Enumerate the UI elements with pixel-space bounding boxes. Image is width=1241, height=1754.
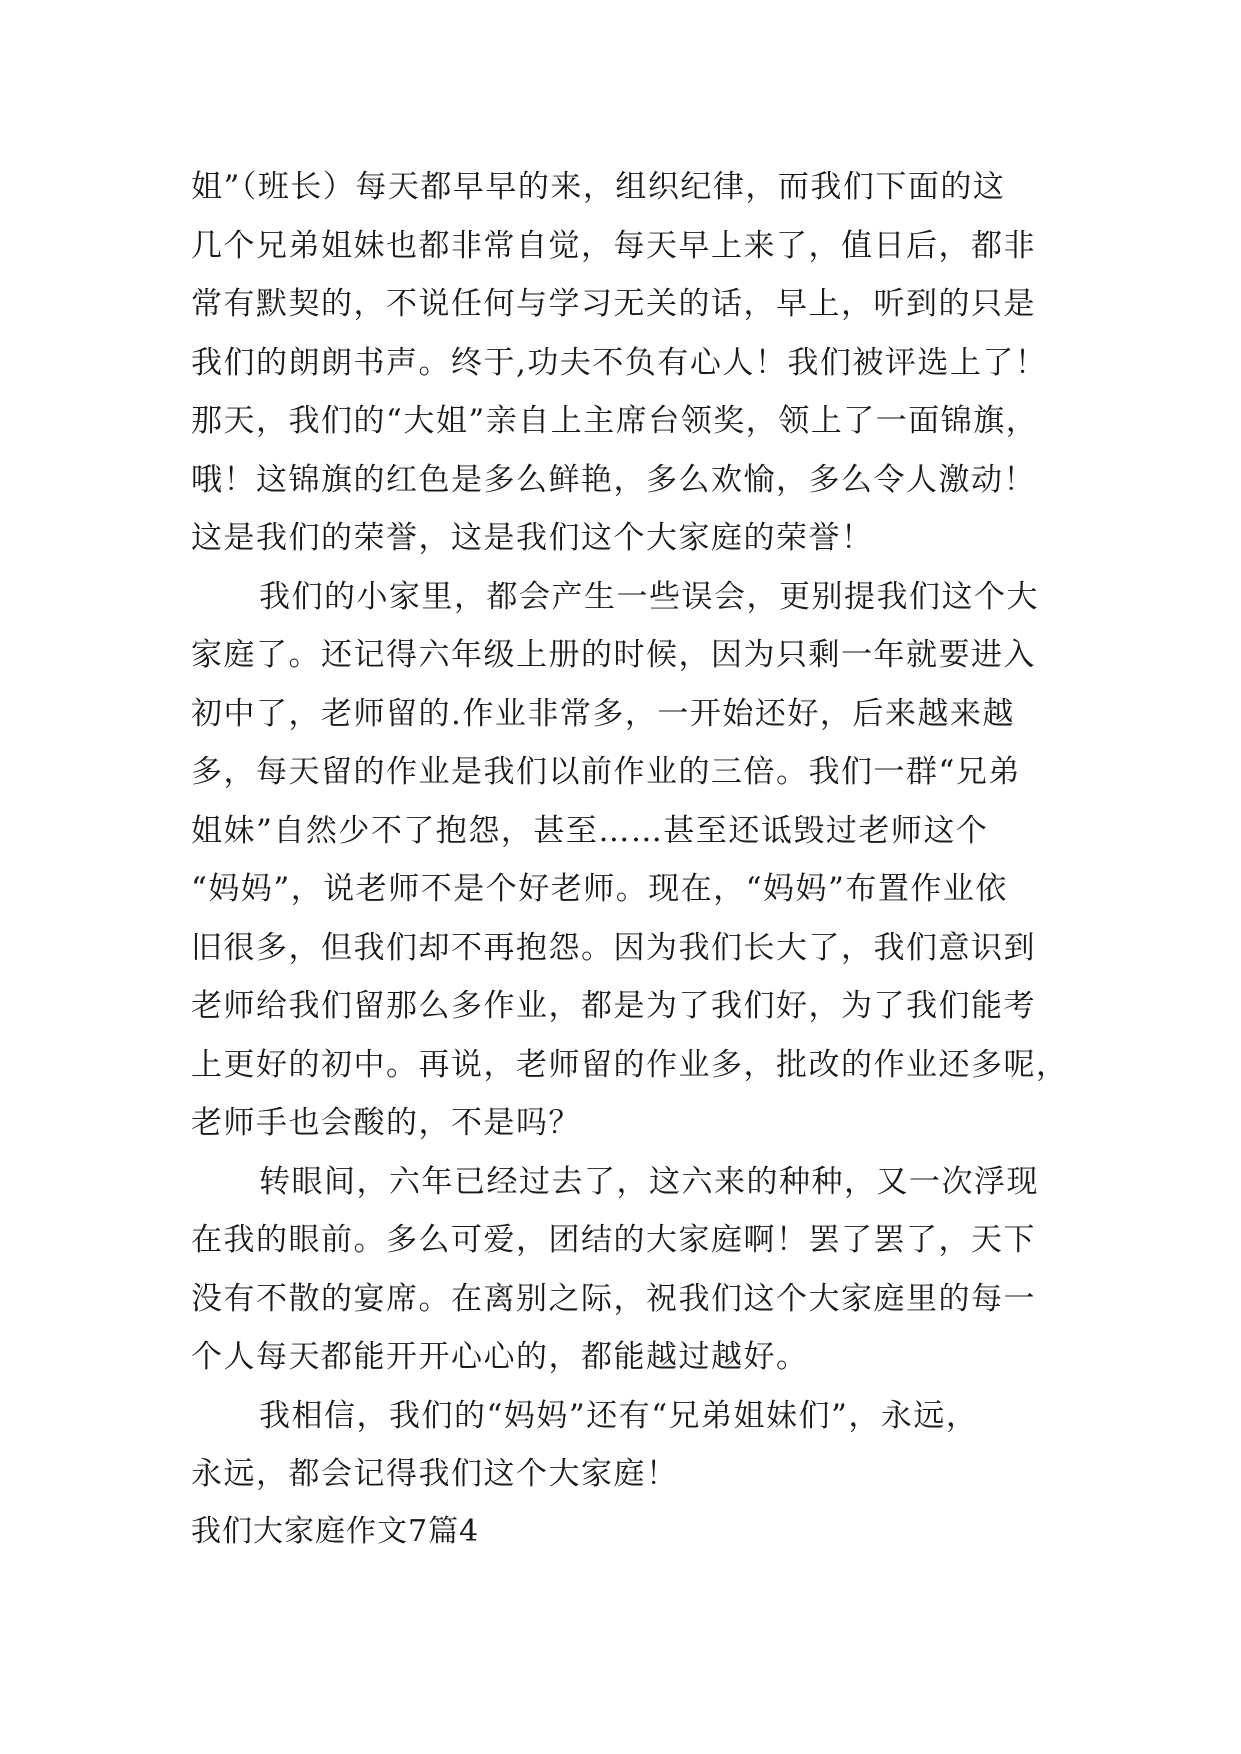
paragraph-1	[191, 158, 1061, 568]
text-line: 我们的小家里，都会产生一些误会，更别提我们这个大	[259, 578, 1039, 615]
text-line: 老师手也会酸的，不是吗？	[191, 1105, 581, 1141]
text-line: 常有默契的，不说任何与学习无关的话，早上，听到的只是	[191, 286, 1036, 322]
text-line: 老师给我们留那么多作业，都是为了我们好，为了我们能考	[191, 988, 1036, 1024]
text-line: 多，每天留的作业是我们以前作业的三倍。我们一群“兄弟	[191, 754, 1021, 790]
section-heading: 我们大家庭作文7篇4	[191, 1513, 480, 1549]
text-line: 初中了，老师留的.作业非常多，一开始还好，后来越来越	[191, 695, 1015, 732]
paragraph-3	[191, 1153, 1061, 1387]
text-line: “妈妈”，说老师不是个好老师。现在，“妈妈”布置作业依	[191, 871, 1008, 907]
text-line: 我们的朗朗书声。终于,功夫不负有心人！我们被评选上了！	[191, 344, 1048, 381]
text-line: 姐妹”自然少不了抱怨，甚至……甚至还诋毁过老师这个	[191, 812, 989, 849]
paragraph-4	[191, 1387, 1061, 1504]
text-line: 永远，都会记得我们这个大家庭！	[191, 1456, 679, 1492]
text-line: 哦！这锦旗的红色是多么鲜艳，多么欢愉，多么令人激动！	[191, 461, 1036, 498]
text-line: 我相信，我们的“妈妈”还有“兄弟姐妹们”，永远，	[259, 1397, 979, 1434]
paragraph-2	[191, 568, 1069, 1153]
text-line: 姐”（班长）每天都早早的来，组织纪律，而我们下面的这	[191, 169, 1006, 205]
text-line: 没有不散的宴席。在离别之际，祝我们这个大家庭里的每一	[191, 1280, 1036, 1317]
text-line: 几个兄弟姐妹也都非常自觉，每天早上来了，值日后，都非	[191, 227, 1036, 264]
document-body	[191, 158, 1069, 1560]
text-line: 旧很多，但我们却不再抱怨。因为我们长大了，我们意识到	[191, 929, 1036, 966]
text-line: 转眼间，六年已经过去了，这六来的种种，又一次浮现	[259, 1163, 1039, 1200]
text-line: 那天，我们的“大姐”亲自上主席台领奖，领上了一面锦旗，	[191, 403, 1039, 439]
text-line: 上更好的初中。再说，老师留的作业多，批改的作业还多呢，	[191, 1046, 1069, 1083]
text-line: 在我的眼前。多么可爱，团结的大家庭啊！罢了罢了，天下	[191, 1222, 1036, 1258]
text-line: 这是我们的荣誉，这是我们这个大家庭的荣誉！	[191, 520, 874, 556]
text-line: 家庭了。还记得六年级上册的时候，因为只剩一年就要进入	[191, 637, 1036, 673]
text-line: 个人每天都能开开心心的，都能越过越好。	[191, 1339, 809, 1375]
